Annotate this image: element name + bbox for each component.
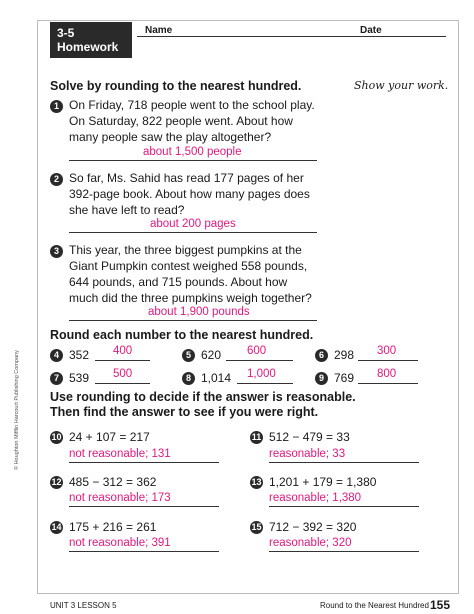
- name-label: Name: [145, 25, 173, 36]
- round-answer-4: 400: [113, 345, 133, 357]
- round-number-8: 8: [182, 372, 195, 385]
- reason-expr-11: 512 − 479 = 33: [269, 430, 350, 444]
- reason-expr-12: 485 − 312 = 362: [69, 475, 157, 489]
- problem-1-answer: about 1,500 people: [143, 146, 242, 158]
- round-value-5: 620: [201, 348, 222, 362]
- problem-2-line-1: So far, Ms. Sahid has read 177 pages of her: [69, 171, 304, 185]
- reason-line-14: [69, 551, 219, 552]
- reason-number-14: 14: [51, 522, 62, 532]
- problem-1-text: [69, 97, 344, 145]
- date-label: Date: [360, 25, 382, 36]
- copyright-text: © Houghton Mifflin Harcourt Publishing Company: [14, 350, 20, 470]
- round-line-4: [95, 360, 150, 361]
- problem-2-answer: about 200 pages: [150, 218, 236, 230]
- problem-2-line-2: 392-page book. About how many pages does: [69, 187, 310, 201]
- round-answer-6: 300: [377, 345, 397, 357]
- problem-1-line-3: many people saw the play altogether?: [69, 130, 272, 144]
- round-answer-5: 600: [247, 345, 267, 357]
- reason-answer-14: not reasonable; 391: [69, 537, 171, 549]
- badge-title: Homework: [57, 40, 119, 54]
- round-number-6: 6: [315, 349, 328, 362]
- reason-number-13: 13: [251, 477, 262, 487]
- section2-instruction: Round each number to the nearest hundred.: [50, 328, 314, 342]
- problem-3-text: [69, 242, 344, 306]
- round-line-6: [358, 360, 418, 361]
- problem-3-answer-line: [69, 320, 317, 321]
- problem-1-line-2: On Saturday, 822 people went. About how: [69, 114, 293, 128]
- round-value-8: 1,014: [201, 371, 232, 385]
- reason-number-12: 12: [51, 477, 62, 487]
- round-answer-9: 800: [377, 368, 397, 380]
- round-value-4: 352: [69, 348, 90, 362]
- reason-answer-10: not reasonable; 131: [69, 448, 171, 460]
- section3-instruction-line-1: Use rounding to decide if the answer is reasonable.: [50, 390, 356, 404]
- round-value-6: 298: [334, 348, 355, 362]
- round-line-5: [226, 360, 293, 361]
- reason-answer-12: not reasonable; 173: [69, 492, 171, 504]
- show-work-note: Show your work.: [354, 79, 449, 92]
- round-value-7: 539: [69, 371, 90, 385]
- round-answer-8: 1,000: [247, 368, 276, 380]
- reason-expr-14: 175 + 216 = 261: [69, 520, 157, 534]
- reason-expr-15: 712 − 392 = 320: [269, 520, 357, 534]
- round-line-9: [358, 383, 418, 384]
- reason-number-11: 11: [251, 432, 262, 442]
- round-line-8: [237, 383, 293, 384]
- problem-1-line-1: On Friday, 718 people went to the school play.: [69, 98, 315, 112]
- reason-line-15: [269, 551, 419, 552]
- problem-number-2: 2: [50, 173, 63, 186]
- problem-3-line-4: much did the three pumpkins weigh together?: [69, 291, 312, 305]
- problem-number-1: 1: [50, 100, 63, 113]
- page-number: 155: [430, 598, 451, 612]
- reason-number-15: 15: [251, 522, 262, 532]
- problem-3-line-1: This year, the three biggest pumpkins at the: [69, 243, 302, 257]
- reason-line-10: [69, 462, 219, 463]
- footer-unit-lesson: UNIT 3 LESSON 5: [50, 601, 117, 610]
- homework-badge: [50, 22, 132, 58]
- round-number-4: 4: [50, 349, 63, 362]
- section1-instruction: Solve by rounding to the nearest hundred.: [50, 79, 302, 93]
- problem-1-answer-line: [69, 160, 317, 161]
- reason-line-13: [269, 506, 419, 507]
- section3-instruction: [50, 390, 356, 420]
- reason-answer-15: reasonable; 320: [269, 537, 352, 549]
- reason-expr-10: 24 + 107 = 217: [69, 430, 150, 444]
- reason-answer-13: reasonable; 1,380: [269, 492, 362, 504]
- round-answer-7: 500: [113, 368, 133, 380]
- problem-3-line-3: 644 pounds, and 715 pounds. About how: [69, 275, 288, 289]
- badge-lesson-number: 3-5: [57, 26, 75, 40]
- header-rule: [137, 36, 446, 37]
- problem-number-3: 3: [50, 245, 63, 258]
- problem-3-line-2: Giant Pumpkin contest weighed 558 pounds,: [69, 259, 308, 273]
- problem-2-text: [69, 170, 344, 218]
- round-number-5: 5: [182, 349, 195, 362]
- problem-2-answer-line: [69, 232, 317, 233]
- section3-instruction-line-2: Then find the answer to see if you were right.: [50, 405, 319, 419]
- reason-line-12: [69, 506, 219, 507]
- problem-3-answer: about 1,900 pounds: [148, 306, 250, 318]
- footer-topic: Round to the Nearest Hundred: [320, 601, 429, 610]
- round-number-7: 7: [50, 372, 63, 385]
- round-value-9: 769: [334, 371, 355, 385]
- reason-expr-13: 1,201 + 179 = 1,380: [269, 475, 377, 489]
- problem-2-line-3: she have left to read?: [69, 203, 185, 217]
- reason-number-10: 10: [51, 432, 62, 442]
- round-line-7: [95, 383, 150, 384]
- round-number-9: 9: [315, 372, 328, 385]
- reason-line-11: [269, 462, 419, 463]
- reason-answer-11: reasonable; 33: [269, 448, 346, 460]
